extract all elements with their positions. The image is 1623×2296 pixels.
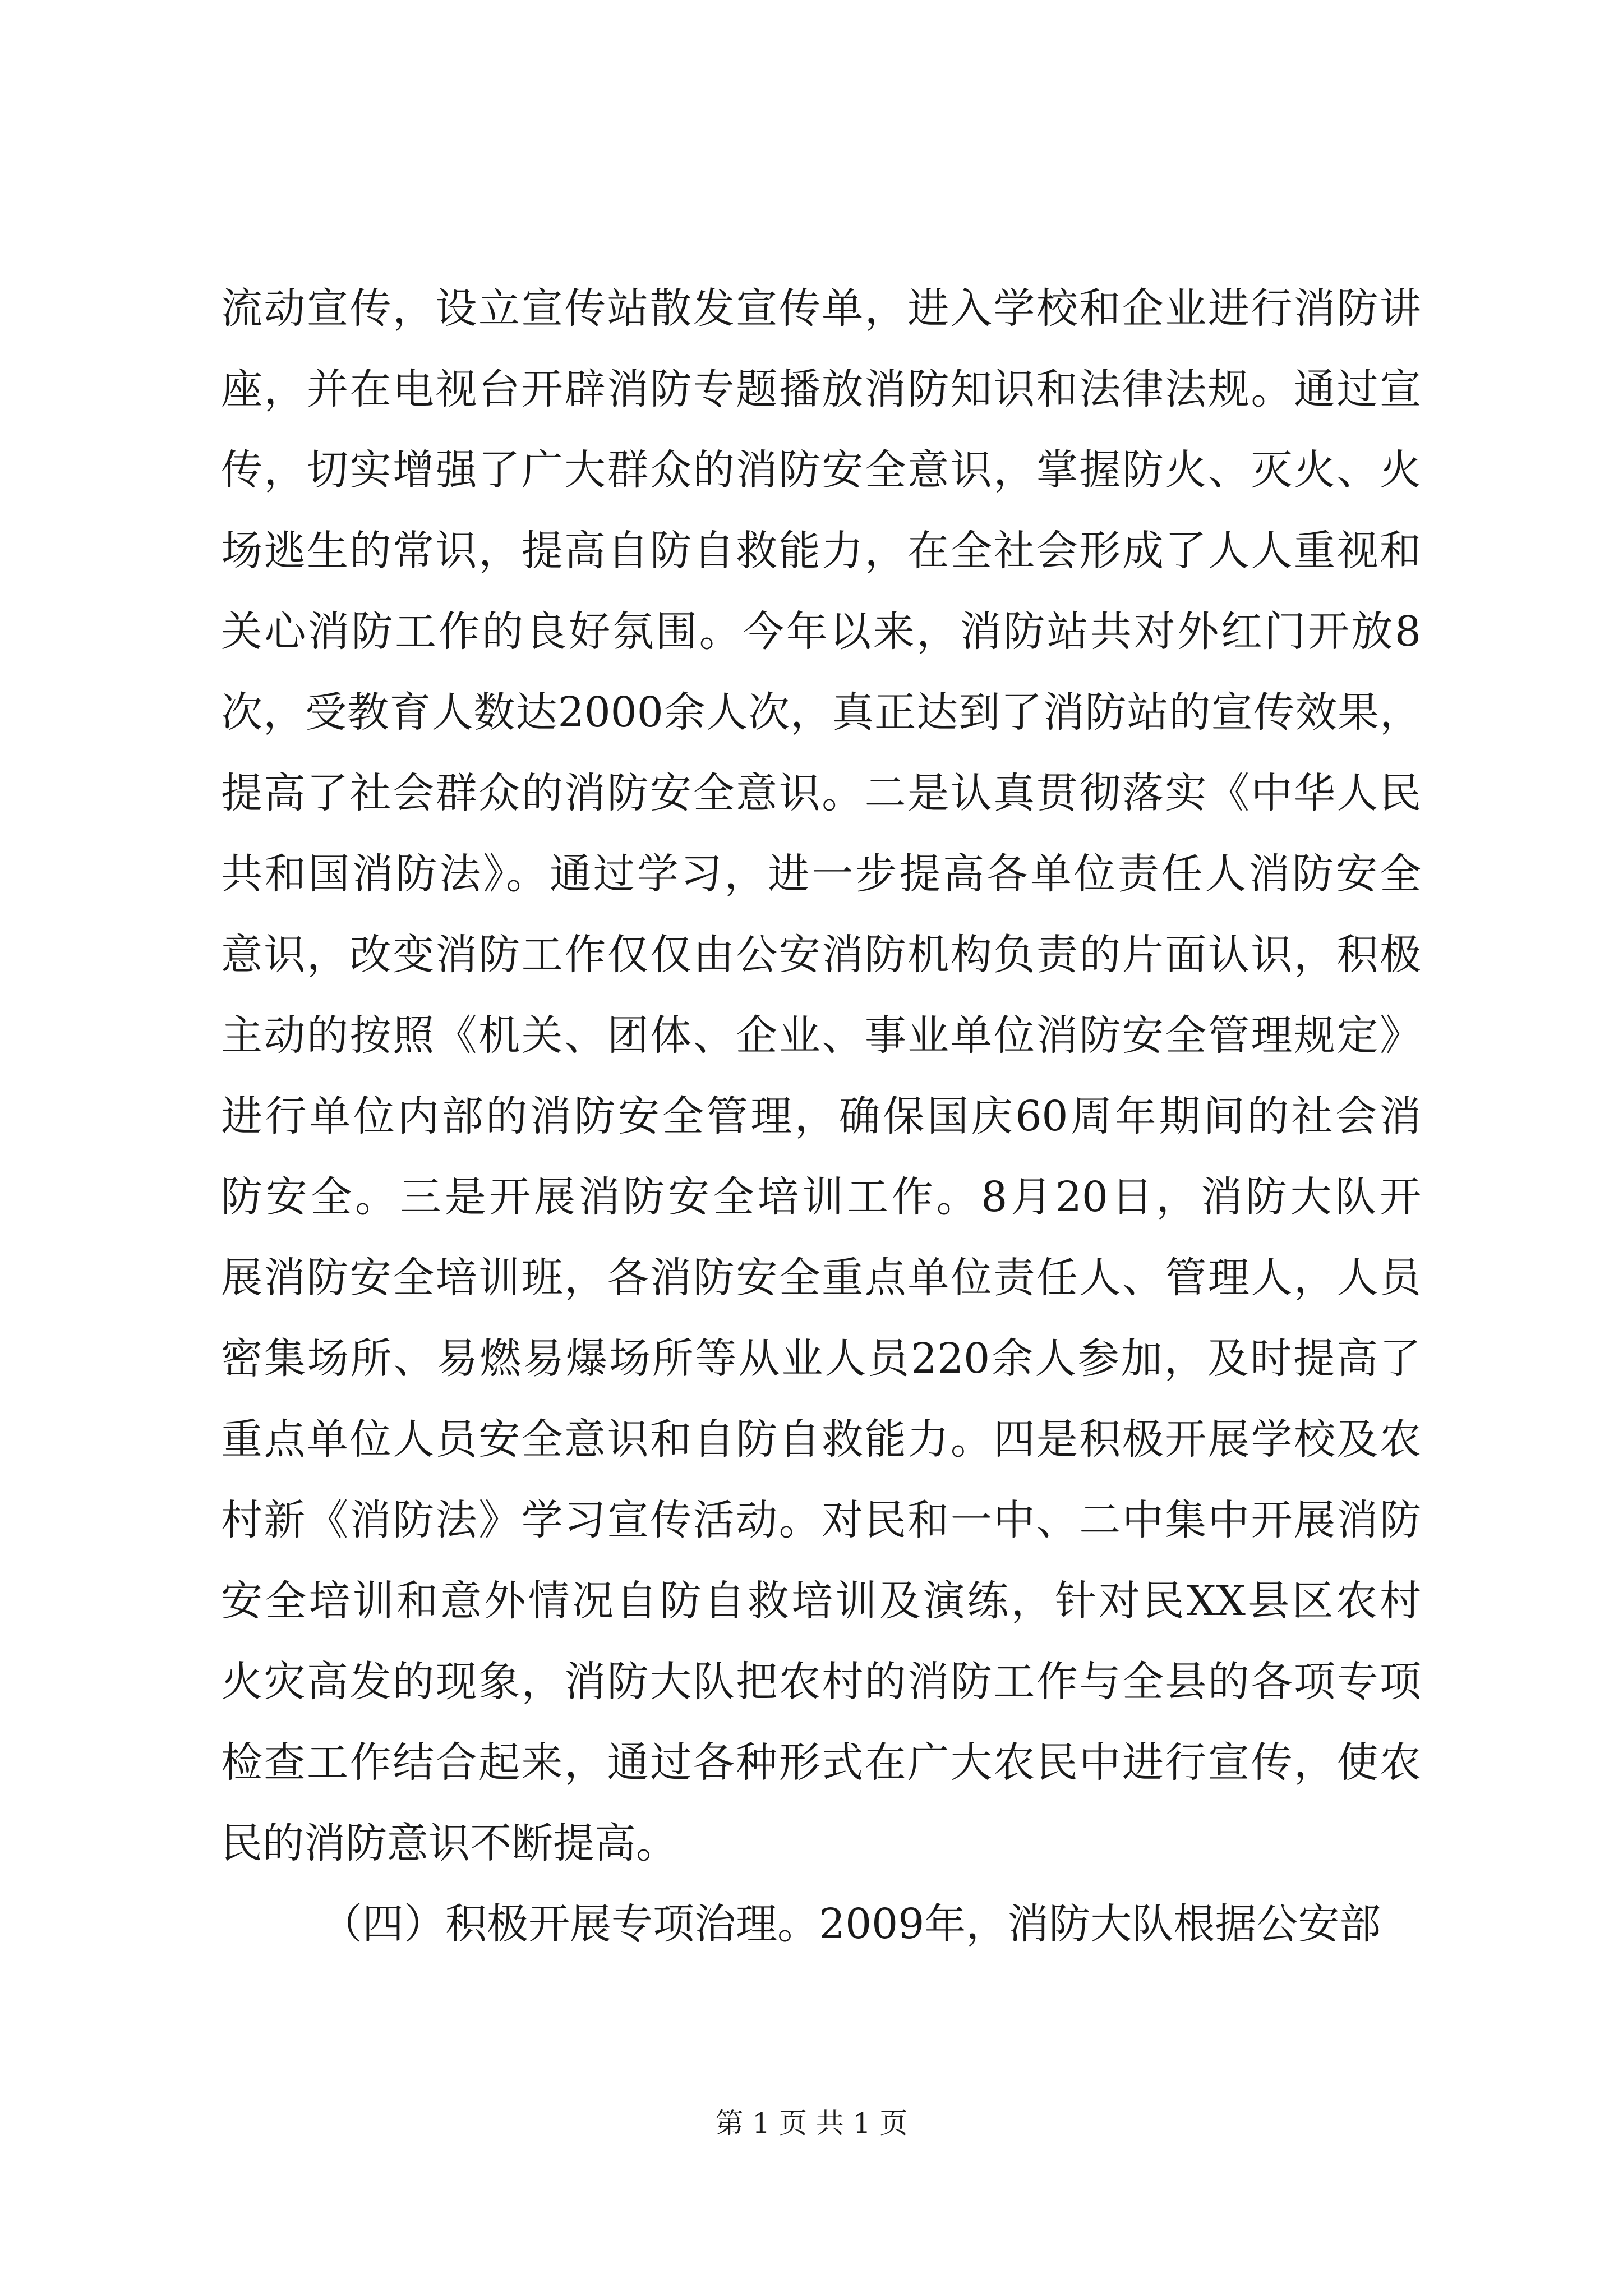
text-line: 展消防安全培训班，各消防安全重点单位责任人、管理人，人员 bbox=[221, 1254, 1421, 1302]
text-line: 检查工作结合起来，通过各种形式在广大农民中进行宣传，使农 bbox=[221, 1738, 1421, 1787]
page-footer: 第 1 页 共 1 页 bbox=[715, 2107, 908, 2139]
body-text bbox=[221, 268, 1421, 1964]
text-line: 密集场所、易燃易爆场所等从业人员220余人参加，及时提高了 bbox=[221, 1335, 1421, 1383]
paragraph-heading: （四）积极开展专项治理。2009年，消防大队根据公安部 bbox=[321, 1900, 1381, 1948]
text-line: 座，并在电视台开辟消防专题播放消防知识和法律法规。通过宣 bbox=[221, 365, 1421, 413]
text-line: 流动宣传，设立宣传站散发宣传单，进入学校和企业进行消防讲 bbox=[221, 284, 1421, 333]
text-line: 意识，改变消防工作仅仅由公安消防机构负责的片面认识，积极 bbox=[221, 931, 1421, 979]
text-line: 次，受教育人数达2000余人次，真正达到了消防站的宣传效果， bbox=[221, 688, 1421, 737]
text-line: 提高了社会群众的消防安全意识。二是认真贯彻落实《中华人民 bbox=[221, 769, 1421, 817]
text-line: 共和国消防法》。通过学习，进一步提高各单位责任人消防安全 bbox=[221, 850, 1421, 898]
text-line: 重点单位人员安全意识和自防自救能力。四是积极开展学校及农 bbox=[221, 1415, 1421, 1464]
text-line: 安全培训和意外情况自防自救培训及演练，针对民XX县区农村 bbox=[221, 1577, 1421, 1625]
text-line: 火灾高发的现象，消防大队把农村的消防工作与全县的各项专项 bbox=[221, 1658, 1421, 1706]
text-line: 村新《消防法》学习宣传活动。对民和一中、二中集中开展消防 bbox=[221, 1496, 1421, 1544]
text-line: 民的消防意识不断提高。 bbox=[221, 1819, 677, 1867]
text-line: 进行单位内部的消防安全管理，确保国庆60周年期间的社会消 bbox=[221, 1092, 1421, 1140]
text-line: 传，切实增强了广大群众的消防安全意识，掌握防火、灭火、火 bbox=[221, 446, 1421, 494]
text-line: 场逃生的常识，提高自防自救能力，在全社会形成了人人重视和 bbox=[221, 527, 1421, 575]
text-line: 关心消防工作的良好氛围。今年以来，消防站共对外红门开放8 bbox=[221, 608, 1421, 656]
text-line: 主动的按照《机关、团体、企业、事业单位消防安全管理规定》 bbox=[221, 1011, 1421, 1060]
text-line: 防安全。三是开展消防安全培训工作。8月20日，消防大队开 bbox=[221, 1173, 1421, 1221]
